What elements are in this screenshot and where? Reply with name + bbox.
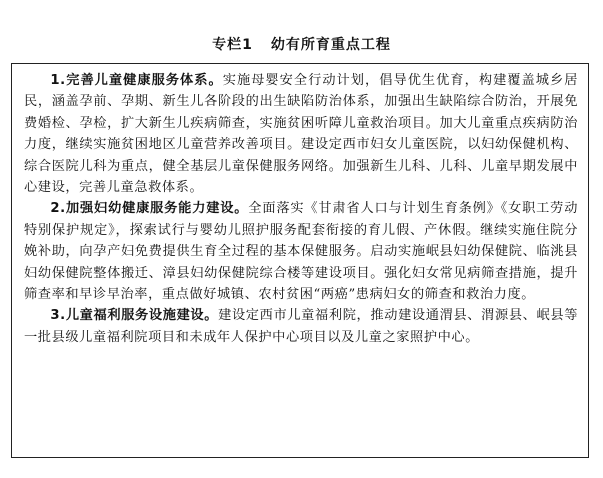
section-body-3: 建设定西市儿童福利院，推动建设通渭县、渭源县、岷县等一批县级儿童福利院项目和未成年人保护中心项目以及儿童之家照护中心。 xyxy=(24,308,578,345)
box-title xyxy=(0,34,603,54)
section-heading-3: 3.儿童福利服务设施建设。 xyxy=(50,308,219,324)
section-body-2: 全面落实《甘肃省人口与计划生育条例》《女职工劳动特别保护规定》，探索试行与婴幼儿照护服务配套衔接的育儿假、产休假。继续实施住院分娩补助，向孕产妇免费提供生育全过程的基本保健服务。启动实施岷县妇幼保健院、临洮县妇幼保健院整体搬迁、漳县妇幼保健院综合楼等建设项目。强化妇女常见病筛查措施，提升筛查率和早诊早治率，重点做好城镇、农村贫困“两癌”患病妇女的筛查和救治力度。 xyxy=(24,201,578,303)
section-body-1: 实施母婴安全行动计划，倡导优生优育，构建覆盖城乡居民，涵盖孕前、孕期、新生儿各阶段的出生缺陷防治体系，加强出生缺陷综合防治，开展免费婚检、孕检，扩大新生儿疾病筛查，实施贫困听障儿童救治项目。加大儿童重点疾病防治力度，继续实施贫困地区儿童营养改善项目。建设定西市妇女儿童医院，以妇幼保健机构、综合医院儿科为重点，健全基层儿童保健服务网络。加强新生儿科、儿科、儿童早期发展中心建设，完善儿童急救体系。 xyxy=(24,73,578,196)
section-paragraph-3 xyxy=(24,305,578,348)
section-paragraph-2 xyxy=(24,198,578,305)
box-title-number: 专栏1 xyxy=(212,37,253,53)
section-heading-1: 1.完善儿童健康服务体系。 xyxy=(50,73,223,88)
box-title-text: 幼有所育重点工程 xyxy=(270,37,391,53)
feature-box xyxy=(11,63,589,458)
section-paragraph-1 xyxy=(24,70,578,198)
section-heading-2: 2.加强妇幼健康服务能力建设。 xyxy=(50,201,249,217)
